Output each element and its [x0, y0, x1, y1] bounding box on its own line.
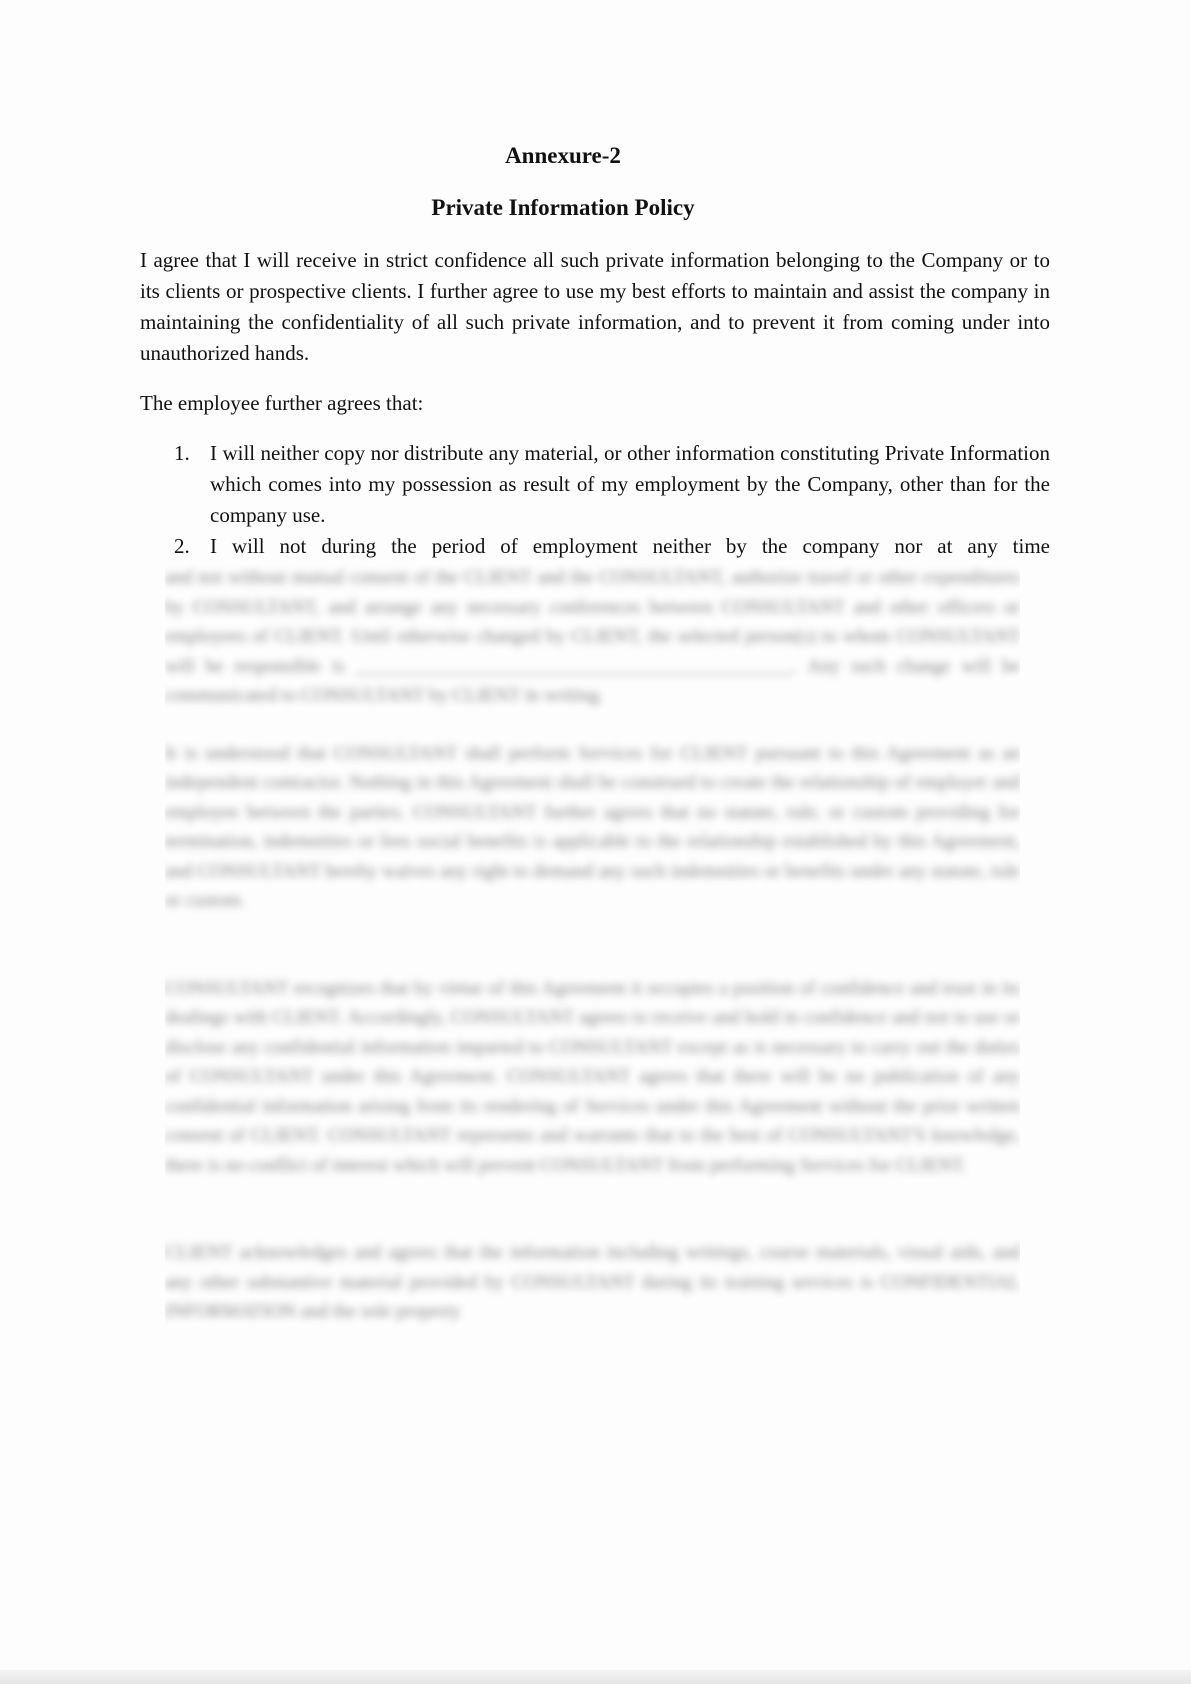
clause-number: 2. [174, 534, 190, 558]
intro-paragraph: I agree that I will receive in strict confidence all such private information belonging to the Company or to its clients or prospective clients. I further agree to use my best efforts to maintain and assist the company in maintaining the confidentiality of all such private information, and to prevent it from coming under into unauthorized hands. [140, 248, 1050, 365]
clause-list [140, 438, 1050, 562]
policy-title: Private Information Policy [431, 195, 695, 220]
clause-item [140, 531, 1050, 562]
clause-text: I will neither copy nor distribute any material, or other information constituting Private Information which comes into my possession as result of my employment by the Company, other than for the company use. [210, 441, 1050, 527]
blurred-paragraph: CLIENT acknowledges and agrees that the information including writings, course materials, visual aids, and any other substantive material provided by CONSULTANT during its training services is CONFIDENTIAL INFORMATION and the sole property [165, 1242, 1020, 1322]
page-bottom-edge [0, 1670, 1191, 1684]
annexure-heading: Annexure-2 [505, 143, 621, 168]
clause-text: I will not during the period of employment neither by the company nor at any time [210, 534, 1050, 558]
clause-number: 1. [174, 441, 190, 465]
blurred-paragraph: It is understood that CONSULTANT shall perform Services for CLIENT pursuant to this Agreement as an independent contractor. Nothing in this Agreement shall be construed to create the relationship of employer and employee between the parties. CONSULTANT further agrees that no statute, rule, or custom providing for termination, indemnities or fees social benefits is applicable to the relationship established by this Agreement, and CONSULTANT hereby waives any right to demand any such indemnities or benefits under any statute, rule or custom. [165, 742, 1020, 911]
blurred-paragraph: and not without mutual consent of the CLIENT and the CONSULTANT, authorize travel or other expenditures by CONSULTANT, and arrange any necessary conferences between CONSULTANT and other officers or employees of CLIENT. Until otherwise changed by CLIENT, the selected person(s) to whom CONSULTANT will be responsible is ______________________________________________. Any such change will be communicated to CONSULTANT by CLIENT in writing. [165, 567, 1020, 706]
blurred-preview-region [165, 563, 1020, 1483]
agrees-lead: The employee further agrees that: [140, 391, 424, 415]
blurred-paragraph: CONSULTANT recognizes that by virtue of this Agreement it occupies a position of confidence and trust in its dealings with CLIENT. Accordingly, CONSULTANT agrees to receive and hold in confidence and not to use or disclose any confidential information imparted to CONSULTANT except as is necessary to carry out the duties of CONSULTANT under this Agreement. CONSULTANT agrees that there will be no publication of any confidential information arising from its rendering of Services under this Agreement without the prior written consent of CLIENT. CONSULTANT represents and warrants that to the best of CONSULTANT'S knowledge, there is no conflict of interest which will prevent CONSULTANT from performing Services for CLIENT. [165, 977, 1020, 1176]
clause-item [140, 438, 1050, 531]
